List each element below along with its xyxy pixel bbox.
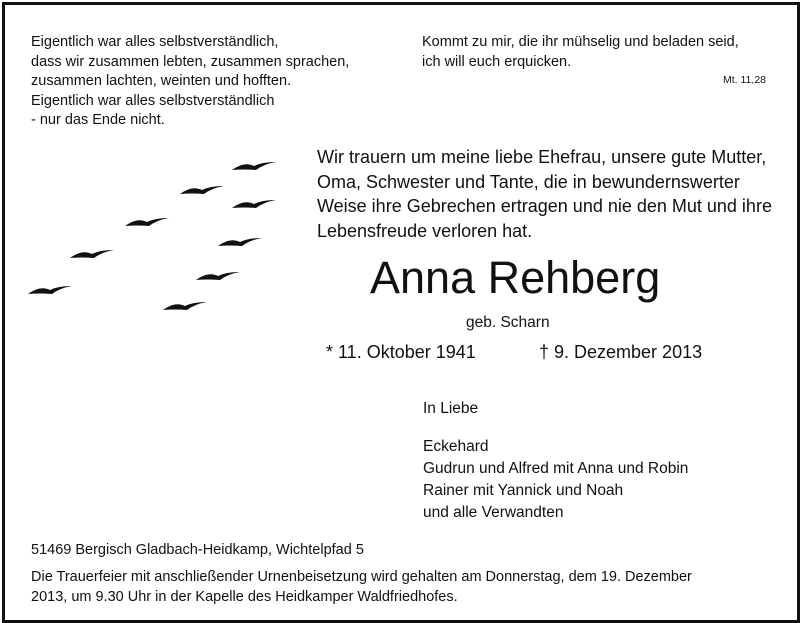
bird-icon	[163, 302, 207, 310]
birth-date: * 11. Oktober 1941	[326, 342, 476, 362]
bird-icon	[232, 200, 276, 208]
family-members	[423, 436, 688, 524]
family-intro: In Liebe	[423, 400, 479, 417]
bird-icon	[218, 238, 262, 246]
mourning-line: Weise ihre Gebrechen ertragen und nie den Mut und ihre	[317, 196, 772, 216]
verse-line: Kommt zu mir, die ihr mühselig und beladen seid,	[422, 34, 739, 50]
poem	[31, 33, 349, 131]
flying-birds-icon	[20, 150, 290, 335]
bird-icon	[232, 162, 276, 170]
mourning-line: Wir trauern um meine liebe Ehefrau, unsere gute Mutter,	[317, 147, 767, 167]
address: 51469 Bergisch Gladbach-Heidkamp, Wichtelpfad 5	[31, 542, 364, 558]
poem-line: - nur das Ende nicht.	[31, 112, 165, 128]
family-member: Rainer mit Yannick und Noah	[423, 482, 624, 499]
funeral-notice	[31, 568, 692, 607]
bird-icon	[125, 218, 169, 226]
verse-reference: Mt. 11,28	[723, 74, 766, 86]
mourning-line: Oma, Schwester und Tante, die in bewundernswerter	[317, 171, 740, 192]
poem-line: dass wir zusammen lebten, zusammen sprachen,	[31, 53, 350, 70]
birth-name: geb. Scharn	[466, 314, 550, 331]
mourning-line: Lebensfreude verloren hat.	[317, 220, 533, 241]
family-member: Gudrun und Alfred mit Anna und Robin	[423, 460, 689, 477]
verse-line: ich will euch erquicken.	[422, 53, 572, 70]
poem-line: zusammen lachten, weinten und hofften.	[31, 73, 292, 89]
bible-verse	[422, 33, 739, 72]
family-member: Eckehard	[423, 438, 489, 455]
poem-line: Eigentlich war alles selbstverständlich	[31, 92, 275, 109]
poem-line: Eigentlich war alles selbstverständlich,	[31, 34, 279, 50]
bird-icon	[180, 186, 224, 194]
bird-icon	[196, 272, 240, 280]
family-member: und alle Verwandten	[423, 504, 564, 521]
bird-icon	[28, 286, 72, 294]
death-date: † 9. Dezember 2013	[539, 342, 703, 362]
funeral-line: 2013, um 9.30 Uhr in der Kapelle des Heidkamper Waldfriedhofes.	[31, 588, 458, 605]
deceased-name: Anna Rehberg	[370, 252, 661, 303]
mourning-text	[317, 145, 772, 243]
funeral-line: Die Trauerfeier mit anschließender Urnenbeisetzung wird gehalten am Donnerstag, dem 19. Dezember	[31, 569, 692, 585]
bird-icon	[70, 250, 114, 258]
